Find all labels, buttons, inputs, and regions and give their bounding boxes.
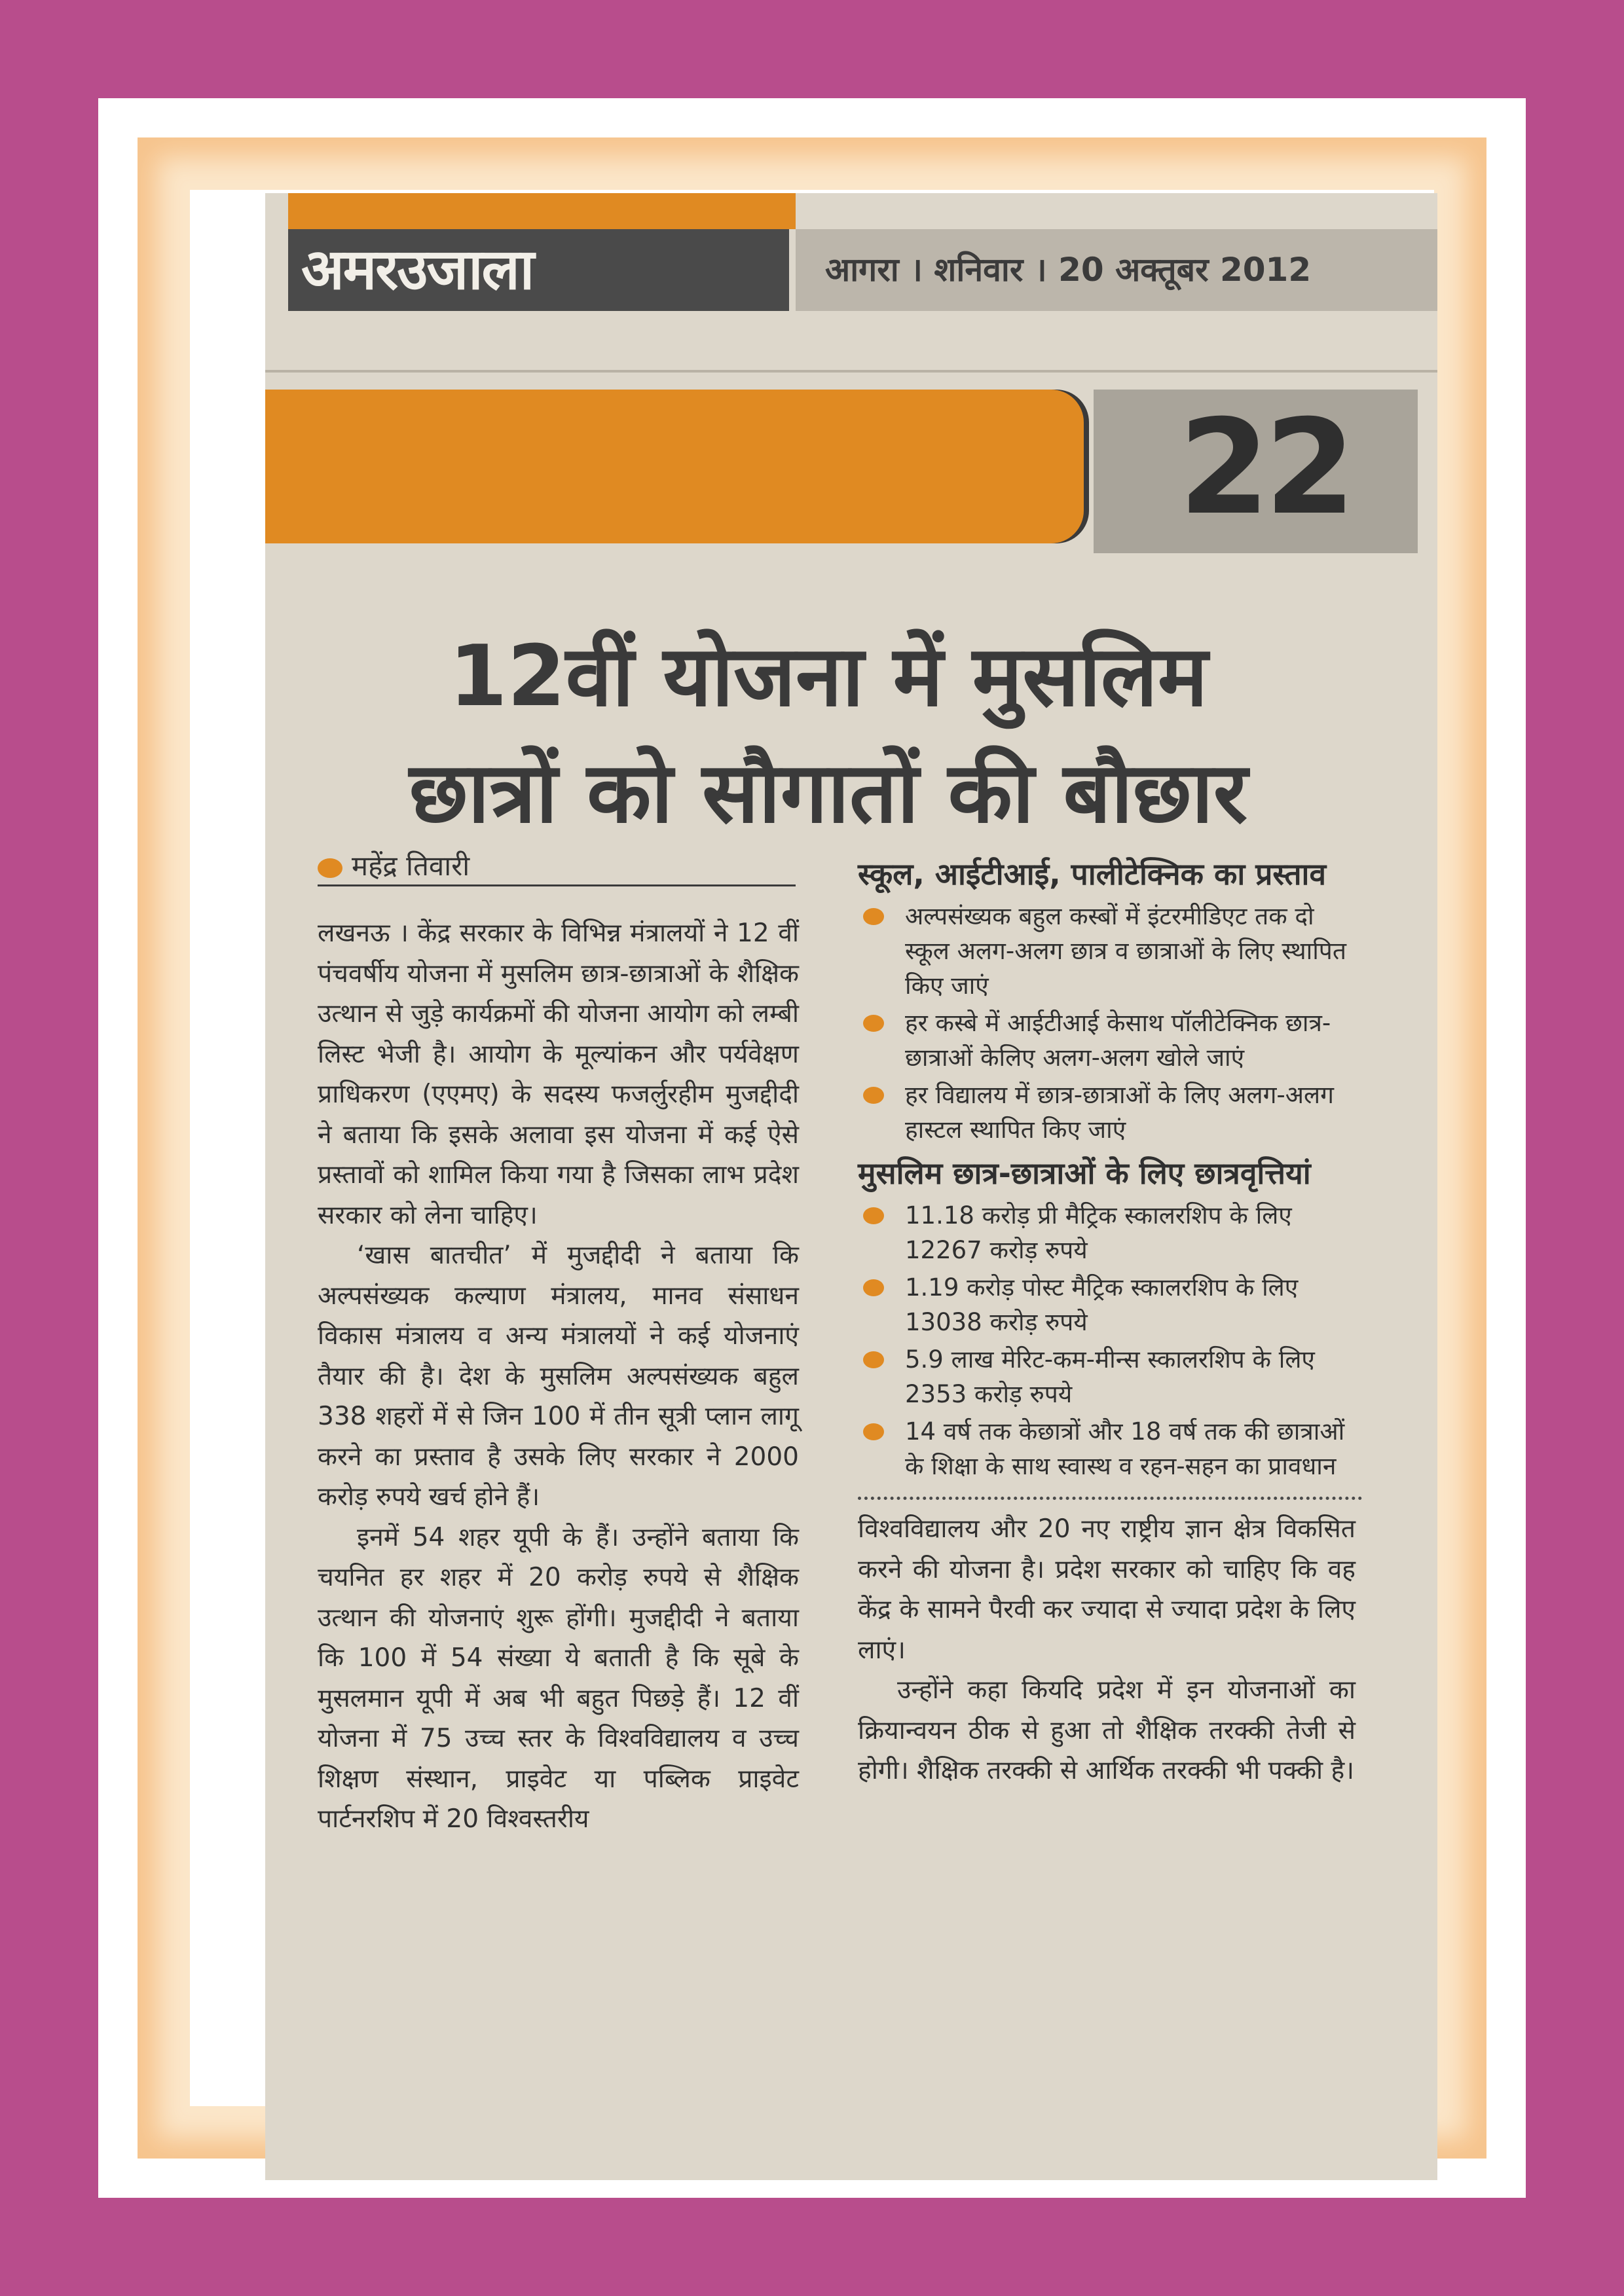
- byline: [318, 848, 796, 886]
- right-body: [858, 1509, 1356, 1791]
- left-paragraph-1: लखनऊ । केंद्र सरकार के विभिन्न मंत्रालयों ने 12 वीं पंचवर्षीय योजना में मुसलिम छात्र-छात्राओं के शैक्षिक उत्थान से जुड़े कार्यक्रमों की योजना आयोग को लम्बी लिस्ट भेजी है। आयोग के मूल्यांकन और पर्यवेक्षण प्राधिकरण (एएमए) के सदस्य फजर्लुरहीम मुजद्दीदी ने बताया कि इसके अलावा इस योजना में कई ऐसे प्रस्तावों को शामिल किया गया है जिसका लाभ प्रदेश सरकार को लेना चाहिए।: [318, 919, 799, 1230]
- left-paragraph-3: इनमें 54 शहर यूपी के हैं। उन्होंने बताया कि चयनित हर शहर में 20 करोड़ रुपये से शैक्षिक उत्थान की योजनाएं शुरू होंगी। मुजद्दीदी ने बताया कि 100 में 54 संख्या ये बताती है कि सूबे के मुसलमान यूपी में अब भी बहुत पिछड़े हैं। 12 वीं योजना में 75 उच्च स्तर के विश्वविद्यालय व उच्च शिक्षण संस्थान, प्राइवेट या पब्लिक प्राइवेट पार्टनरशिप में 20 विश्वस्तरीय: [318, 1522, 799, 1834]
- bullet-icon: [863, 1351, 884, 1368]
- subhead-proposal: स्कूल, आईटीआई, पालीटेक्निक का प्रस्ताव: [858, 856, 1327, 892]
- bullet-icon: [863, 908, 884, 925]
- left-column: [318, 913, 799, 1840]
- masthead-accent-bar: [288, 193, 796, 229]
- bullet-icon: [863, 1423, 884, 1440]
- frame-mat: [190, 190, 1434, 2106]
- headline: [291, 619, 1365, 852]
- bullet-icon: [863, 1207, 884, 1224]
- frame-glow: [138, 137, 1486, 2159]
- headline-line-1: 12वीं योजना में मुसलिम: [449, 628, 1208, 725]
- bullet-icon: [863, 1087, 884, 1104]
- byline-bullet-icon: [318, 858, 342, 878]
- left-paragraph-2: ‘खास बातचीत’ में मुजद्दीदी ने बताया कि अल्पसंख्यक कल्याण मंत्रालय, मानव संसाधन विकास मंत्रालय व अन्य मंत्रालयों ने कई योजनाएं तैयार की है। देश के मुसलिम अल्पसंख्यक बहुल 338 शहरों में से जिन 100 में तीन सूत्री प्लान लागू करने का प्रस्ताव है उसके लिए सरकार ने 2000 करोड़ रुपये खर्च होने हैं।: [318, 1241, 799, 1512]
- list-item: 5.9 लाख मेरिट-कम-मीन्स स्कालरशिप के लिए 2353 करोड़ रुपये: [858, 1342, 1356, 1412]
- list-item: हर कस्बे में आईटीआई केसाथ पॉलीटेक्निक छात्र-छात्राओं केलिए अलग-अलग खोले जाएं: [858, 1006, 1356, 1075]
- dotted-divider: [858, 1497, 1362, 1500]
- masthead-dateline: आगरा । शनिवार । 20 अक्तूबर 2012: [796, 229, 1437, 311]
- list-item: 1.19 करोड़ पोस्ट मैट्रिक स्कालरशिप के लिए 13038 करोड़ रुपये: [858, 1270, 1356, 1339]
- page-number: 22: [1179, 392, 1351, 544]
- list-item: हर विद्यालय में छात्र-छात्राओं के लिए अलग-अलग हास्टल स्थापित किए जाएं: [858, 1078, 1356, 1147]
- list-item: 11.18 करोड़ प्री मैट्रिक स्कालरशिप के लिए 12267 करोड़ रुपये: [858, 1198, 1356, 1267]
- masthead-divider: [265, 370, 1437, 373]
- masthead-brand: अमरउजाला: [288, 229, 789, 311]
- headline-line-2: छात्रों को सौगातों की बौछार: [409, 744, 1248, 842]
- right-paragraph-2: उन्होंने कहा कियदि प्रदेश में इन योजनाओं का क्रियान्वयन ठीक से हुआ तो शैक्षिक तरक्की तेजी से होगी। शैक्षिक तरक्की से आर्थिक तरक्की भी पक्की है।: [858, 1675, 1356, 1785]
- subhead-scholarships: मुसलिम छात्र-छात्राओं के लिए छात्रवृत्तियां: [858, 1156, 1311, 1191]
- bullet-icon: [863, 1279, 884, 1296]
- newspaper-clipping: [265, 193, 1437, 2180]
- list-item: 14 वर्ष तक केछात्रों और 18 वर्ष तक की छात्राओं के शिक्षा के साथ स्वास्थ व रहन-सहन का प्रावधान: [858, 1414, 1356, 1484]
- list-item: अल्पसंख्यक बहुल कस्बों में इंटरमीडिएट तक दो स्कूल अलग-अलग छात्र व छात्राओं के लिए स्थापित किए जाएं: [858, 899, 1356, 1003]
- proposal-list: [858, 899, 1356, 1147]
- bullet-icon: [863, 1015, 884, 1032]
- scholarship-list: [858, 1198, 1356, 1484]
- right-column: [858, 854, 1356, 1791]
- photo-frame: [98, 98, 1526, 2198]
- page-band: [265, 390, 1084, 543]
- right-paragraph-1: विश्वविद्यालय और 20 नए राष्ट्रीय ज्ञान क्षेत्र विकसित करने की योजना है। प्रदेश सरकार को चाहिए कि वह केंद्र के सामने पैरवी कर ज्यादा से ज्यादा प्रदेश के लिए लाएं।: [858, 1514, 1356, 1665]
- byline-author: महेंद्र तिवारी: [352, 850, 470, 882]
